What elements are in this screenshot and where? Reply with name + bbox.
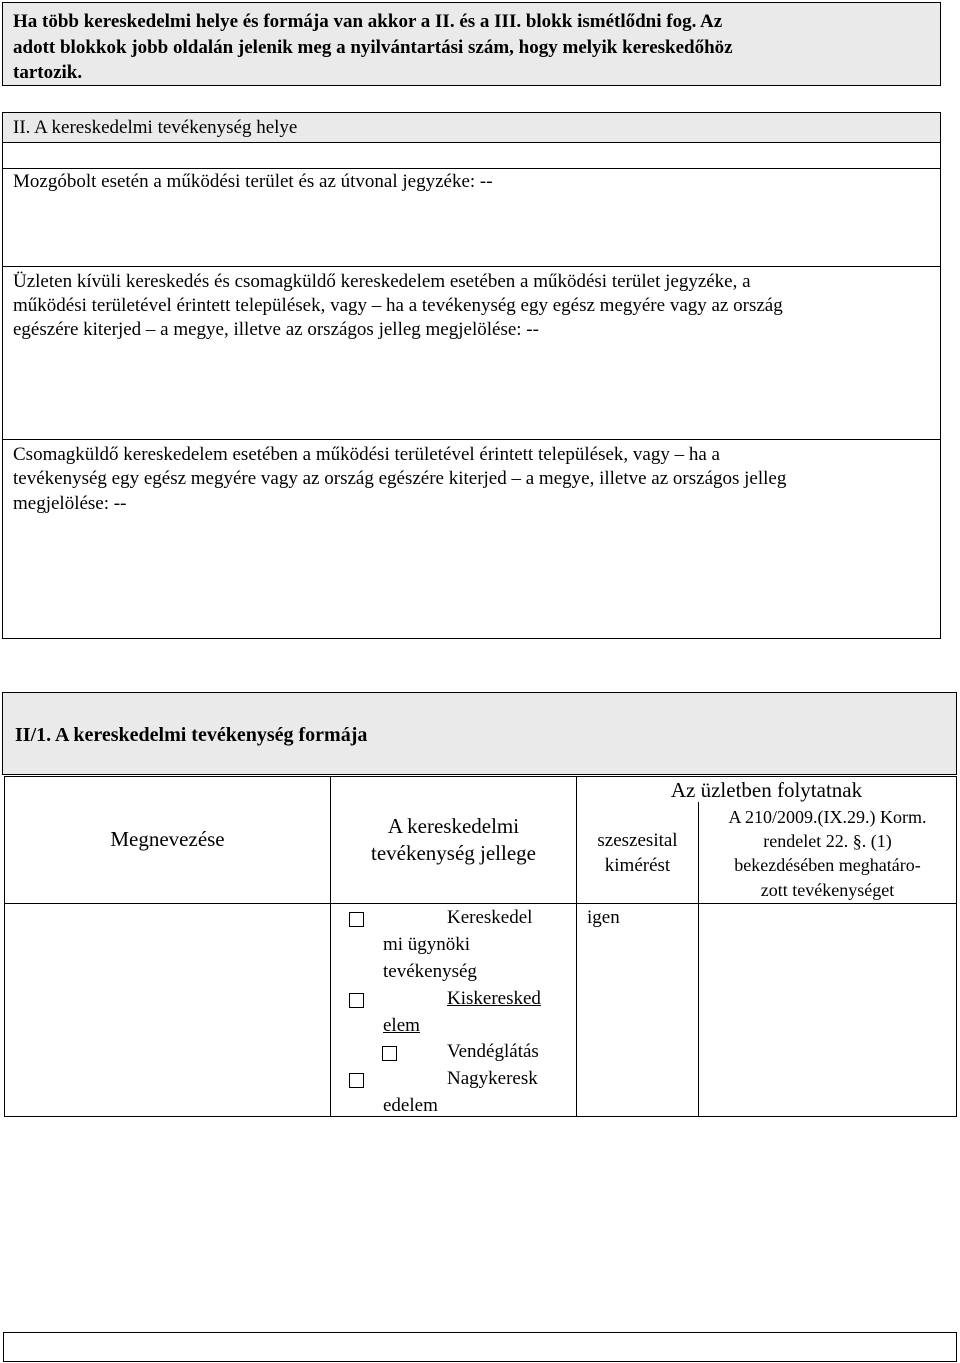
intro-box: [2, 2, 941, 86]
checkbox-kiskereskedelem[interactable]: [349, 993, 364, 1008]
section-form-title-bar: [2, 692, 957, 775]
uzleten-kivuli-line-3: egészére kiterjed – a megye, illetve az országos jelleg megjelölése: --: [13, 319, 539, 340]
checkbox-vendeglatas[interactable]: [382, 1046, 397, 1061]
option-vendeglatas: Vendéglátás: [447, 1041, 539, 1062]
option-ugynoki-line-3: tevékenység: [383, 961, 477, 982]
option-kiskereskedelem-line-2: elem: [383, 1015, 420, 1036]
checkbox-kereskedelmi-ugynoki[interactable]: [349, 912, 364, 927]
intro-line-1: Ha több kereskedelmi helye és formája van akkor a II. és a III. blokk ismétlődni fog. Az: [13, 11, 723, 32]
option-nagykereskedelem-line-2: edelem: [383, 1095, 438, 1116]
checkbox-nagykereskedelem[interactable]: [349, 1073, 364, 1088]
szeszesital-value: igen: [587, 907, 620, 928]
option-nagykereskedelem-line-1: Nagykeresk: [447, 1068, 538, 1089]
col-header-rendelet-line-3: bekezdésében meghatáro-: [734, 855, 921, 875]
group-header-uzletben: Az üzletben folytatnak: [670, 778, 863, 802]
col-header-szesz-line-2: kimérést: [604, 855, 671, 876]
bottom-empty-box: [3, 1332, 957, 1362]
col-header-jelleg-line-1: A kereskedelmi: [387, 814, 520, 838]
col-header-name: Megnevezése: [110, 827, 225, 851]
col-header-jelleg-line-2: tevékenység jellege: [370, 841, 536, 865]
divider: [3, 266, 940, 267]
col-header-rendelet-line-2: rendelet 22. §. (1): [763, 831, 892, 851]
intro-line-3: tartozik.: [13, 62, 83, 83]
section-location-box: [2, 112, 941, 639]
intro-line-2: adott blokkok jobb oldalán jelenik meg a nyilvántartási szám, hogy melyik kereskedőhöz: [13, 37, 733, 58]
csomagkuldo-line-3: megjelölése: --: [13, 493, 127, 514]
col-header-szesz-line-1: szeszesital: [597, 830, 678, 851]
csomagkuldo-line-2: tevékenység egy egész megyére vagy az ország egészére kiterjed – a megye, illetve az országos jelleg: [13, 468, 787, 489]
uzleten-kivuli-line-1: Üzleten kívüli kereskedés és csomagküldő kereskedelem esetében a működési terület jegyzéke, a: [13, 271, 751, 292]
option-ugynoki-line-2: mi ügynöki: [383, 934, 471, 955]
col-header-rendelet-line-4: zott tevékenységet: [760, 880, 895, 900]
divider: [3, 439, 940, 440]
activity-form-table: [4, 776, 957, 1117]
option-ugynoki-line-1: Kereskedel: [447, 907, 533, 928]
option-kiskereskedelem-line-1: Kiskeresked: [447, 988, 541, 1009]
section-location-title: II. A kereskedelmi tevékenység helye: [13, 117, 298, 138]
header-divider: [5, 903, 956, 904]
mozgobolt-label: Mozgóbolt esetén a működési terület és az útvonal jegyzéke: --: [13, 171, 493, 192]
section-form-title: II/1. A kereskedelmi tevékenység formája: [15, 724, 368, 746]
csomagkuldo-line-1: Csomagküldő kereskedelem esetében a működési területével érintett települések, vagy – ha a: [13, 444, 720, 465]
section-location-title-bar: [2, 112, 941, 143]
col-header-rendelet-line-1: A 210/2009.(IX.29.) Korm.: [728, 807, 927, 827]
uzleten-kivuli-line-2: működési területével érintett települések, vagy – ha a tevékenység egy egész megyére vagy az ország: [13, 295, 783, 316]
